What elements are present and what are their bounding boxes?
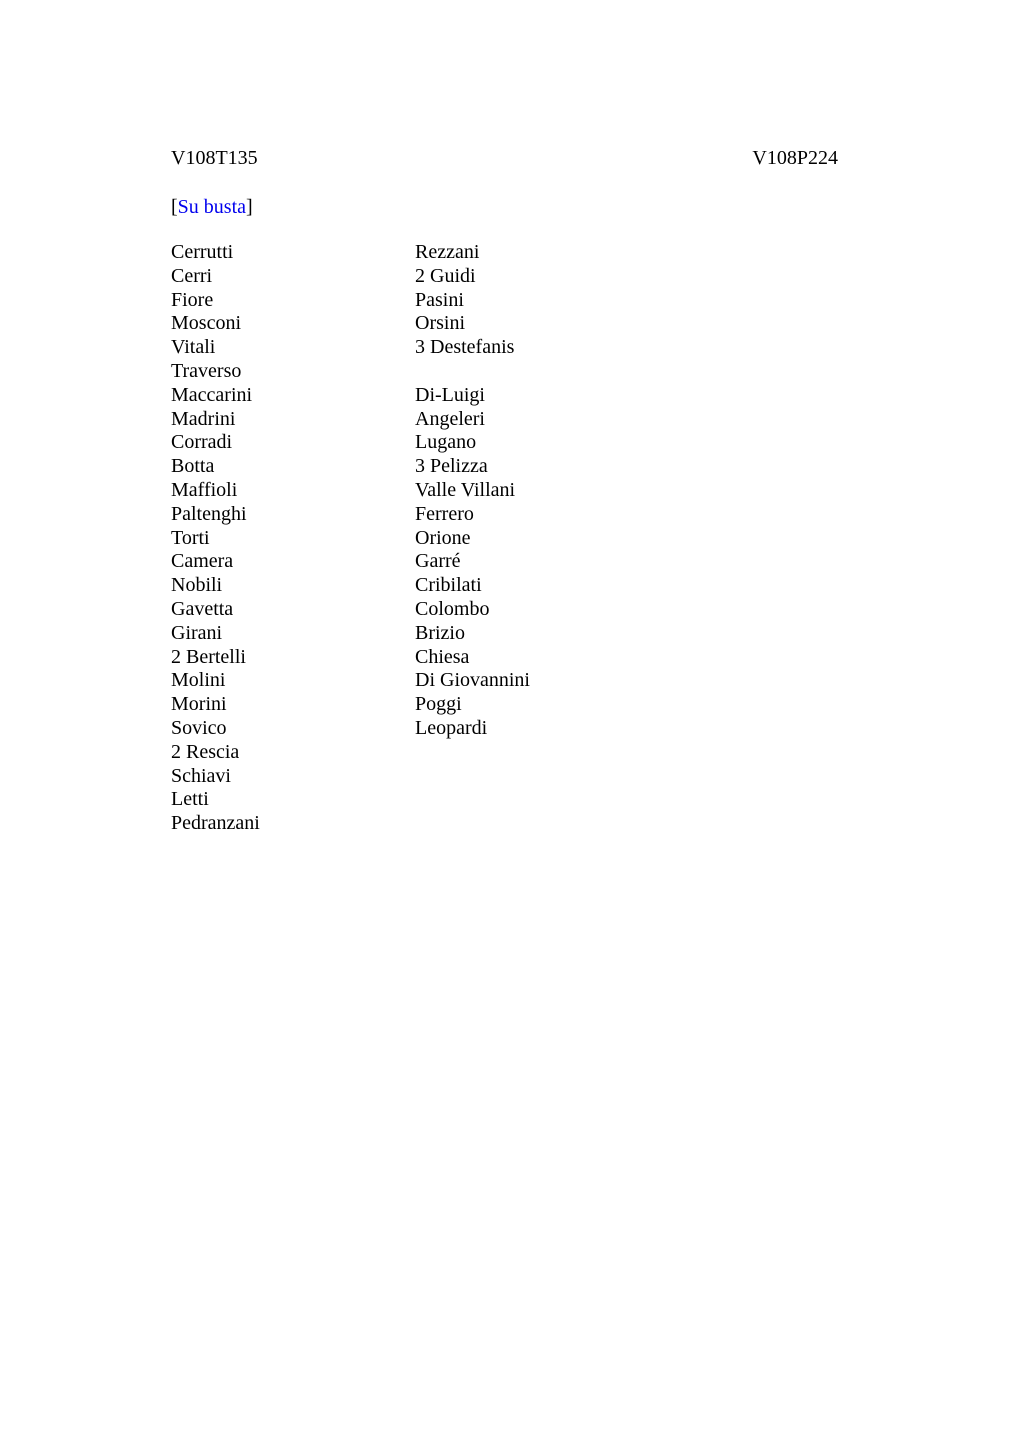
name-entry: Garré — [415, 550, 461, 573]
name-entry: Di-Luigi — [415, 383, 485, 406]
name-entry: Angeleri — [415, 407, 485, 430]
name-entry: Cerrutti — [171, 241, 234, 263]
name-entry: 2 Guidi — [415, 264, 476, 287]
name-entry: Traverso — [171, 359, 242, 382]
name-entry: Cribilati — [415, 574, 482, 597]
name-entry: Madrini — [171, 407, 236, 430]
name-entry: Paltenghi — [171, 502, 247, 525]
name-entry: Torti — [171, 526, 210, 549]
name-entry: Letti — [171, 788, 209, 811]
name-entry: 2 Bertelli — [171, 645, 246, 668]
name-entry: Cerri — [171, 264, 213, 287]
name-entry: Valle Villani — [415, 478, 516, 501]
name-entry: Gavetta — [171, 597, 234, 620]
name-entry: Vitali — [171, 336, 216, 359]
name-entry: Pedranzani — [171, 812, 260, 835]
name-entry: Fiore — [171, 288, 214, 311]
name-entry: Molini — [171, 669, 226, 692]
name-entry: Leopardi — [415, 716, 488, 739]
name-entry: 3 Pelizza — [415, 455, 488, 478]
name-entry: Colombo — [415, 597, 490, 620]
name-entry: Orione — [415, 526, 471, 549]
blank-line — [415, 360, 530, 384]
name-entry: Sovico — [171, 716, 227, 739]
name-entry: Camera — [171, 550, 234, 573]
name-entry: Pasini — [415, 288, 464, 311]
name-entry: Morini — [171, 693, 227, 716]
name-entry: Nobili — [171, 574, 223, 597]
name-entry: Rezzani — [415, 241, 480, 263]
name-entry: Ferrero — [415, 502, 474, 525]
envelope-note — [171, 195, 253, 219]
name-entry: Maccarini — [171, 383, 253, 406]
document-reference-right: V108P224 — [752, 147, 838, 169]
name-entry: Schiavi — [171, 764, 231, 787]
name-entry: Di Giovannini — [415, 669, 530, 692]
name-entry: Maffioli — [171, 478, 238, 501]
note-close-bracket: ] — [246, 196, 253, 218]
name-entry: Lugano — [415, 431, 477, 454]
name-entry: 3 Destefanis — [415, 336, 515, 359]
name-entry: Mosconi — [171, 312, 241, 335]
name-entry: Girani — [171, 621, 223, 644]
note-open-bracket: [ — [171, 196, 178, 218]
su-busta-link[interactable]: Su busta — [177, 196, 247, 218]
names-column-left — [171, 241, 260, 836]
name-entry: Corradi — [171, 431, 233, 454]
name-entry: Chiesa — [415, 645, 470, 668]
names-column-right — [415, 241, 530, 741]
name-entry: Brizio — [415, 621, 465, 644]
name-entry: Botta — [171, 455, 215, 478]
name-entry: Poggi — [415, 693, 462, 716]
name-entry: Orsini — [415, 312, 465, 335]
document-reference-left: V108T135 — [171, 147, 258, 169]
name-entry: 2 Rescia — [171, 740, 240, 763]
